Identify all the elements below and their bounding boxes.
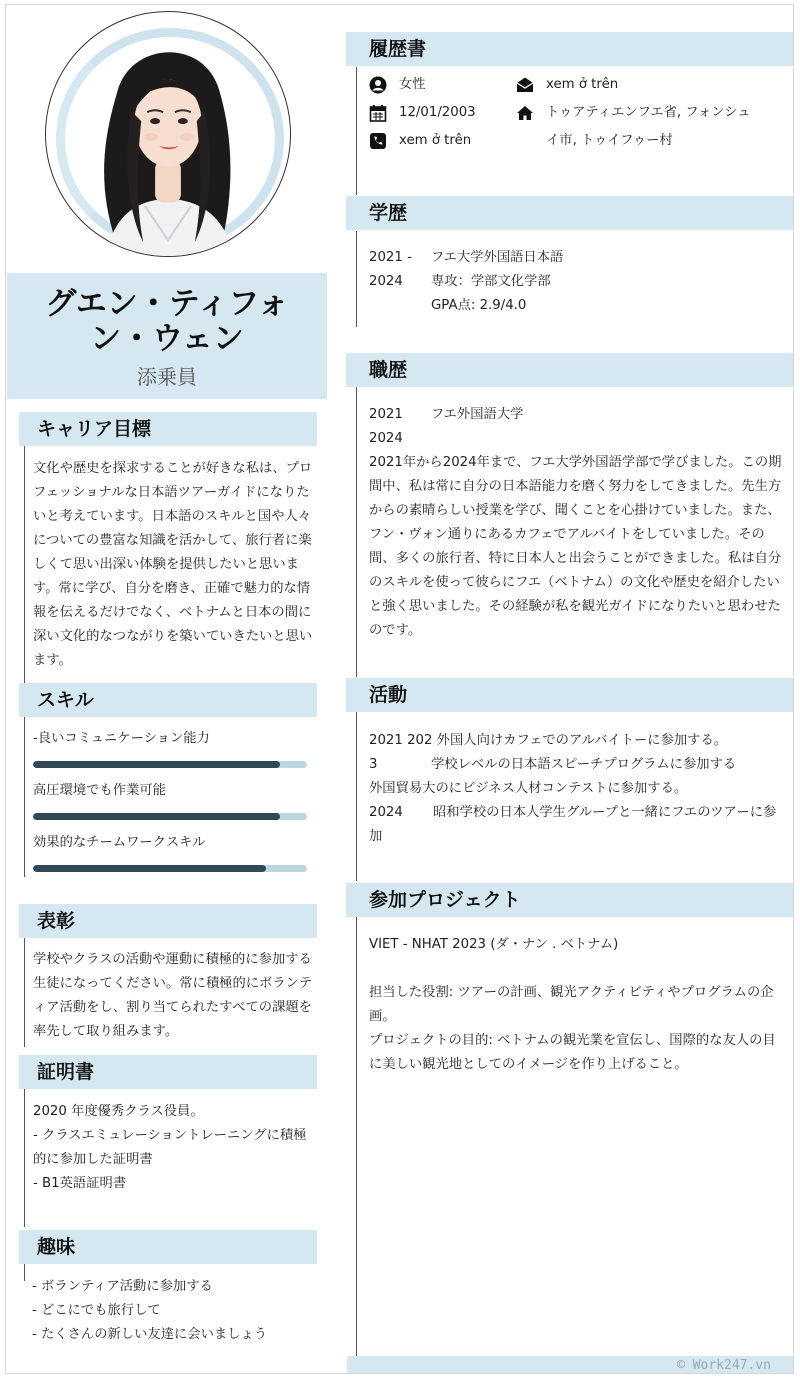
education-gpa: GPA点: 2.9/4.0	[431, 298, 527, 313]
activity-year: 3	[369, 757, 378, 772]
career-text: 文化や歴史を探求することが好きな私は、プロフェッショナルな日本語ツアーガイドになりたいと考えています。日本語のスキルと国や人々についての豊富な知識を活かして、旅行者に楽しくて思い出深い体験を提供したいと思います。常に学び、自分を磨き、正確で魅力的な情報を伝えるだけでなく、ベトナムと日本の間に深い文化的なつながりを築いていきたいと思います。	[33, 461, 313, 668]
work-row	[369, 403, 784, 427]
projects-heading: 参加プロジェクト	[346, 883, 794, 917]
education-rail	[356, 231, 357, 327]
job-title: 添乗員	[137, 365, 197, 389]
skill-bar-track	[33, 865, 307, 872]
skill-item	[33, 833, 309, 872]
projects-entry	[369, 933, 784, 1077]
skills-heading: スキル	[19, 683, 317, 717]
email-value: xem ở trên	[546, 77, 619, 92]
skill-item	[33, 729, 309, 768]
projects-rail	[356, 917, 357, 1357]
skill-bar-track	[33, 761, 307, 768]
education-heading: 学歴	[346, 196, 794, 230]
skill-bar-track	[33, 813, 307, 820]
work-rail	[356, 387, 357, 677]
activity-line: 2021 202 外国人向けカフェでのアルバイトーに参加する。	[369, 733, 728, 748]
skills-rail	[24, 717, 25, 877]
user-icon	[369, 76, 387, 94]
activities-list	[369, 729, 784, 849]
gender-value: 女性	[399, 77, 426, 92]
project-goal: プロジェクトの目的: ベトナムの観光業を宣伝し、国際的な友人の目に美しい観光地としてのイメージを作り上げること。	[369, 1033, 776, 1072]
address-row	[516, 103, 756, 155]
profile-photo	[45, 11, 291, 257]
phone-row	[369, 131, 471, 151]
education-year-end: 2024	[369, 274, 403, 289]
hobbies-heading: 趣味	[19, 1230, 317, 1264]
activity-text: 昭和学校の日本人学生グループと一緒にフエのツアーに参加	[369, 805, 777, 844]
resume-rail	[356, 67, 357, 195]
home-icon	[516, 104, 534, 122]
envelope-icon	[516, 76, 534, 94]
education-row	[369, 270, 784, 294]
calendar-icon	[369, 104, 387, 122]
activity-line	[369, 801, 784, 849]
hobbies-list	[32, 1275, 314, 1347]
work-heading: 職歴	[346, 353, 794, 387]
education-school: フエ大学外国語日本語	[431, 250, 564, 265]
project-role: 担当した役割: ツアーの計画、観光アクティビティやプログラムの企画。	[369, 985, 774, 1024]
activity-line	[369, 753, 784, 777]
skill-label: -良いコミュニケーション能力	[33, 731, 210, 746]
education-row	[369, 294, 784, 318]
watermark: © Work247.vn	[677, 1358, 771, 1373]
career-rail	[24, 441, 25, 683]
gender-row	[369, 75, 426, 95]
birthday-value: 12/01/2003	[399, 105, 476, 120]
hobby-line: - たくさんの新しい友達に会いましょう	[32, 1327, 268, 1342]
work-year-end: 2024	[369, 431, 403, 446]
work-entry	[369, 403, 784, 643]
activity-line: 外国貿易大のにビジネス人材コンテストに参加する。	[369, 781, 688, 796]
certificates-list	[33, 1100, 315, 1196]
cv-page	[5, 4, 794, 1374]
certificates-heading: 証明書	[19, 1055, 317, 1089]
career-heading: キャリア目標	[19, 412, 317, 446]
skill-bar-fill	[33, 865, 266, 872]
awards-heading: 表彰	[19, 904, 317, 938]
awards-text: 学校やクラスの活動や運動に積極的に参加する生徒になってください。常に積極的にボランティア活動をし、割り当てられたすべての課題を率先して取り組みます。	[33, 952, 313, 1039]
skill-label: 効果的なチームワークスキル	[33, 835, 206, 850]
work-year-start: 2021	[369, 407, 403, 422]
hobby-line: - ボランティア活動に参加する	[32, 1279, 213, 1294]
certificate-line: 2020 年度優秀クラス役員。	[33, 1104, 204, 1119]
skill-item	[33, 781, 309, 820]
hobby-line: - どこにでも旅行して	[32, 1303, 161, 1318]
activities-heading: 活動	[346, 678, 794, 712]
cert-rail	[24, 1087, 25, 1227]
candidate-name: グエン・ティフォン・ウェン	[45, 286, 289, 357]
activities-rail	[356, 711, 357, 881]
activity-text: 学校レベルの日本語スピーチプログラムに参加する	[431, 757, 737, 772]
birthday-row	[369, 103, 476, 123]
name-panel	[7, 273, 327, 399]
awards-rail	[24, 937, 25, 1047]
education-entry	[369, 246, 784, 318]
skill-bar-fill	[33, 761, 280, 768]
address-value: トゥアティエンフエ省, フォンシュイ市, トゥイフゥー村	[546, 105, 751, 148]
email-row	[516, 75, 618, 95]
activity-year: 2024	[369, 805, 403, 820]
skill-bar-fill	[33, 813, 280, 820]
work-description: 2021年から2024年まで、フエ大学外国語学部で学びました。この期間中、私は常に自分の日本語能力を磨く努力をしてきました。先生方からの素晴らしい授業を学び、聞くことを心掛けていました。また、フン・ヴォン通りにあるカフェでアルバイトをしていました。その間、多くの旅行者、特に日本人と出会うことができました。私は自分のスキルを使って彼らにフエ（ベトナム）の文化や歴史を紹介したいと強く思いました。その経験が私を観光ガイドになりたいと思わせたのです。	[369, 455, 782, 638]
portrait-image	[46, 12, 290, 256]
education-row	[369, 246, 784, 270]
certificate-line: - B1英語証明書	[33, 1176, 127, 1191]
hobby-rail	[24, 1263, 25, 1281]
skill-label: 高圧環境でも作業可能	[33, 783, 166, 798]
work-org: フエ外国語大学	[431, 407, 524, 422]
resume-heading: 履歴書	[346, 32, 794, 66]
phone-value: xem ở trên	[399, 133, 472, 148]
phone-icon	[369, 132, 387, 150]
education-major: 専攻：学部文化学部	[431, 274, 551, 289]
education-year-start: 2021 -	[369, 250, 412, 265]
certificate-line: - クラスエミュレーショントレーニングに積極的に参加した証明書	[33, 1128, 307, 1167]
project-name: VIET - NHAT 2023 (ダ・ナン . ベトナム)	[369, 937, 619, 952]
